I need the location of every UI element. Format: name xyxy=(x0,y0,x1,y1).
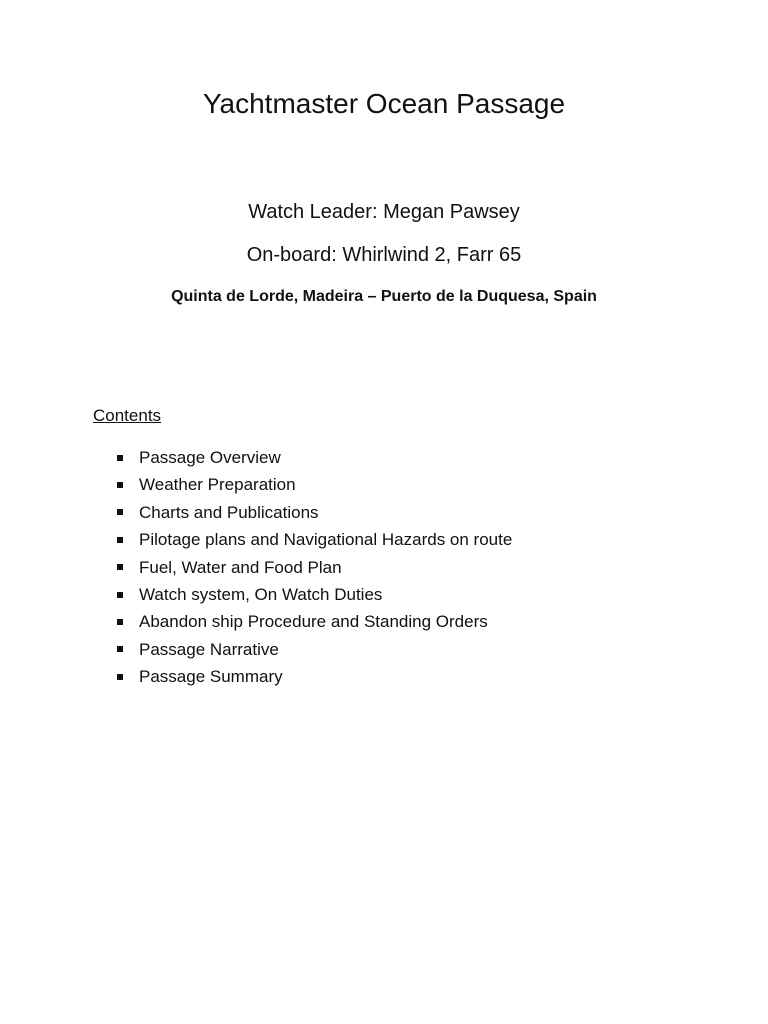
square-bullet-icon xyxy=(117,509,123,515)
square-bullet-icon xyxy=(117,455,123,461)
square-bullet-icon xyxy=(117,537,123,543)
list-item-label: Passage Overview xyxy=(139,448,281,467)
watch-leader: Watch Leader: Megan Pawsey xyxy=(248,201,520,223)
square-bullet-icon xyxy=(117,592,123,598)
contents-list xyxy=(112,444,512,691)
list-item xyxy=(112,554,512,581)
list-item-label: Passage Narrative xyxy=(139,639,279,659)
square-bullet-icon xyxy=(117,646,123,652)
list-item-label: Passage Summary xyxy=(139,667,283,687)
list-item xyxy=(112,444,512,471)
list-item xyxy=(112,663,512,690)
document-title: Yachtmaster Ocean Passage xyxy=(202,88,566,119)
list-item xyxy=(112,471,512,498)
list-item xyxy=(112,526,512,553)
square-bullet-icon xyxy=(117,482,123,488)
list-item xyxy=(112,636,512,663)
list-item-label: Abandon ship Procedure and Standing Orders xyxy=(139,612,488,632)
list-item-label: Charts and Publications xyxy=(139,502,319,522)
list-item xyxy=(112,608,512,635)
list-item xyxy=(112,499,512,526)
square-bullet-icon xyxy=(117,674,123,680)
list-item-label: Pilotage plans and Navigational Hazards on route xyxy=(139,530,513,550)
list-item-label: Watch system, On Watch Duties xyxy=(139,584,383,604)
list-item xyxy=(112,581,512,608)
square-bullet-icon xyxy=(117,564,123,570)
route: Quinta de Lorde, Madeira – Puerto de la Duquesa, Spain xyxy=(171,288,597,305)
contents-heading: Contents xyxy=(93,406,162,425)
list-item-label: Weather Preparation xyxy=(139,475,296,495)
list-item-label: Fuel, Water and Food Plan xyxy=(139,557,342,577)
square-bullet-icon xyxy=(117,619,123,625)
on-board: On-board: Whirlwind 2, Farr 65 xyxy=(246,244,522,266)
